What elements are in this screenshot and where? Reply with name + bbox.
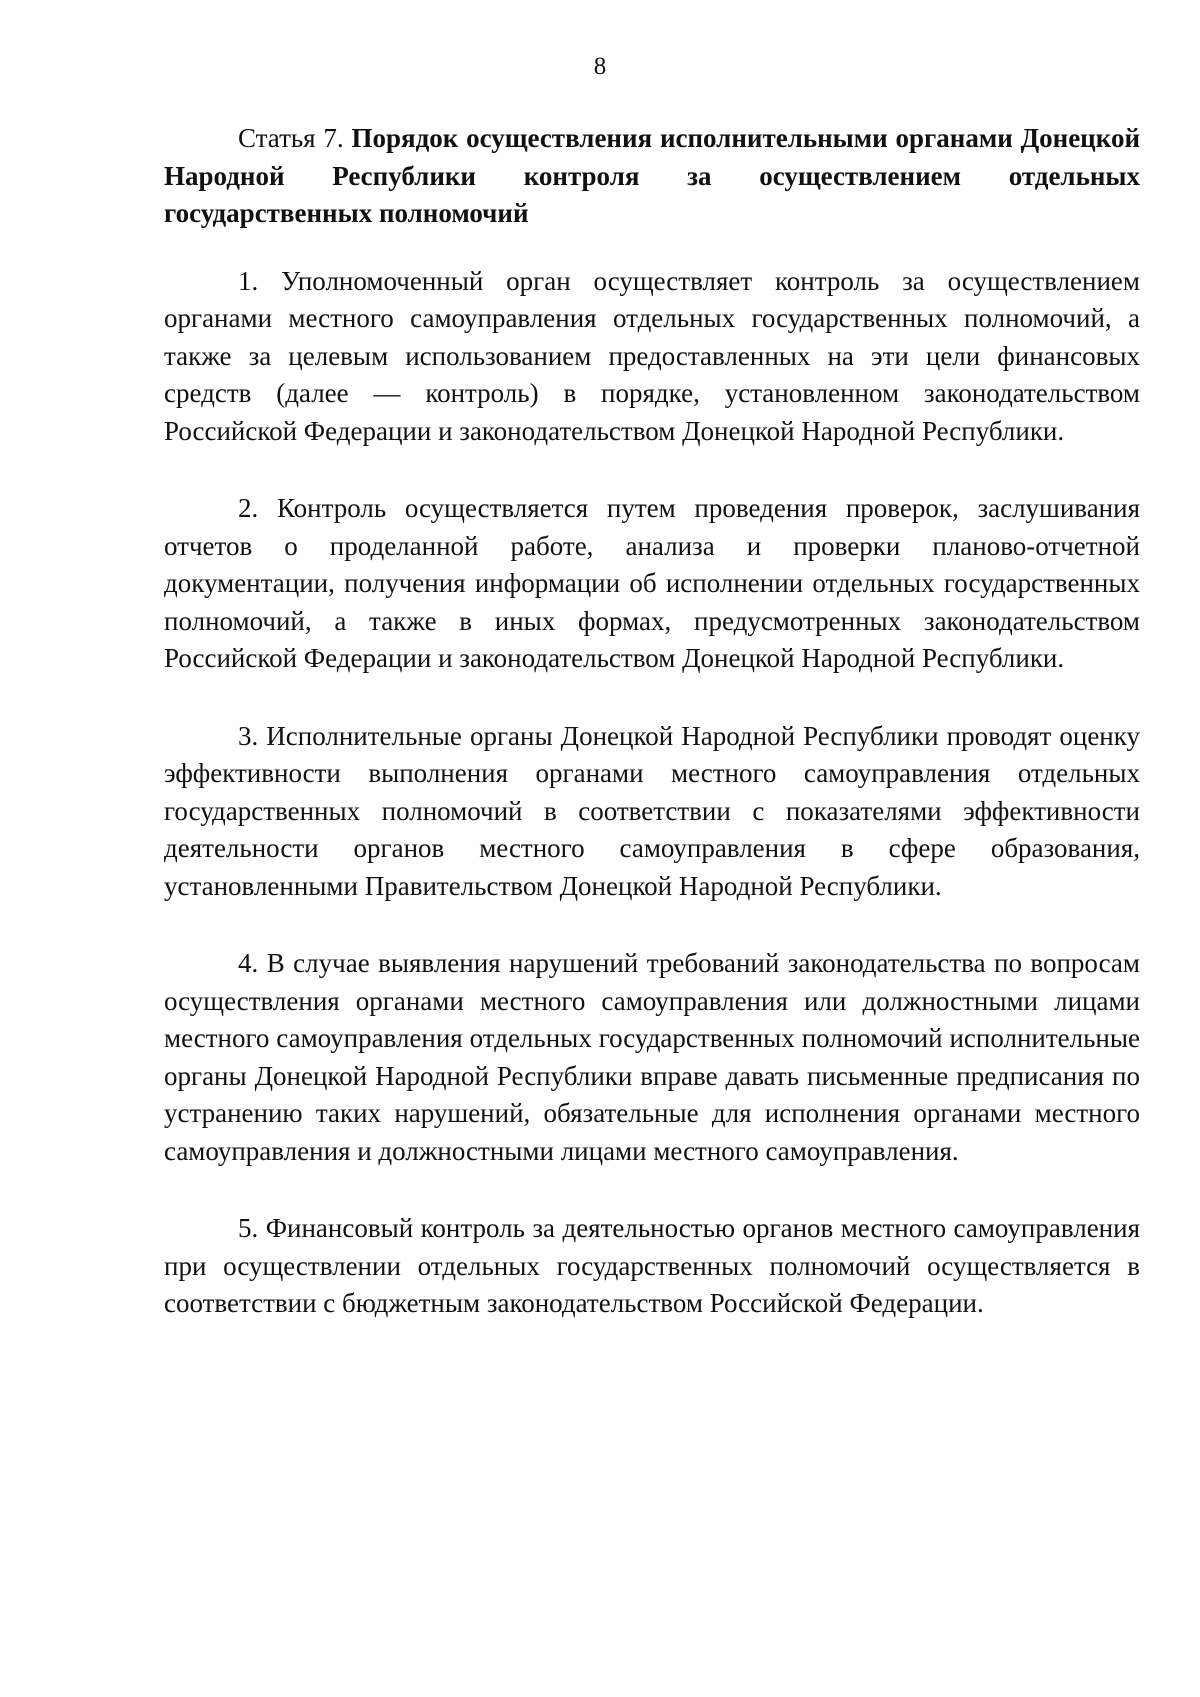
article-paragraph-2: 2. Контроль осуществляется путем проведения проверок, заслушивания отчетов о проделанной работе, анализа и проверки планово-отчетной документации, получения информации об исполнении отдельных государственных полномочий, а также в иных формах, предусмотренных законодательством Российской Федерации и законодательством Донецкой Народной Республики.: [164, 493, 1140, 673]
article-label: Статья 7.: [238, 123, 344, 153]
article-paragraph-1: 1. Уполномоченный орган осуществляет контроль за осуществлением органами местного самоуправления отдельных государственных полномочий, а также за целевым использованием предоставленных на эти цели финансовых средств (далее — контроль) в порядке, установленном законодательством Российской Федерации и законодательством Донецкой Народной Республики.: [164, 265, 1140, 446]
page-number: 8: [593, 53, 607, 80]
article-paragraph-4: 4. В случае выявления нарушений требований законодательства по вопросам осуществления органами местного самоуправления или должностными лицами местного самоуправления отдельных государственных полномочий исполнительные органы Донецкой Народной Республики вправе давать письменные предписания по устранению таких нарушений, обязательные для исполнения органами местного самоуправления и должностными лицами местного самоуправления.: [164, 948, 1140, 1166]
article-title: Порядок осуществления исполнительными органами Донецкой Народной Республики контроля за осуществлением отдельных государственных полномочий: [164, 123, 1141, 228]
article-paragraph-5: 5. Финансовый контроль за деятельностью органов местного самоуправления при осуществлении отдельных государственных полномочий осуществляется в соответствии с бюджетным законодательством Российской Федерации.: [164, 1213, 1140, 1318]
article-heading: [164, 120, 1140, 233]
article-paragraph-3: 3. Исполнительные органы Донецкой Народной Республики проводят оценку эффективности выполнения органами местного самоуправления отдельных государственных полномочий в соответствии с показателями эффективности деятельности органов местного самоуправления в сфере образования, установленными Правительством Донецкой Народной Республики.: [164, 720, 1140, 901]
document-body: [164, 120, 1140, 1323]
